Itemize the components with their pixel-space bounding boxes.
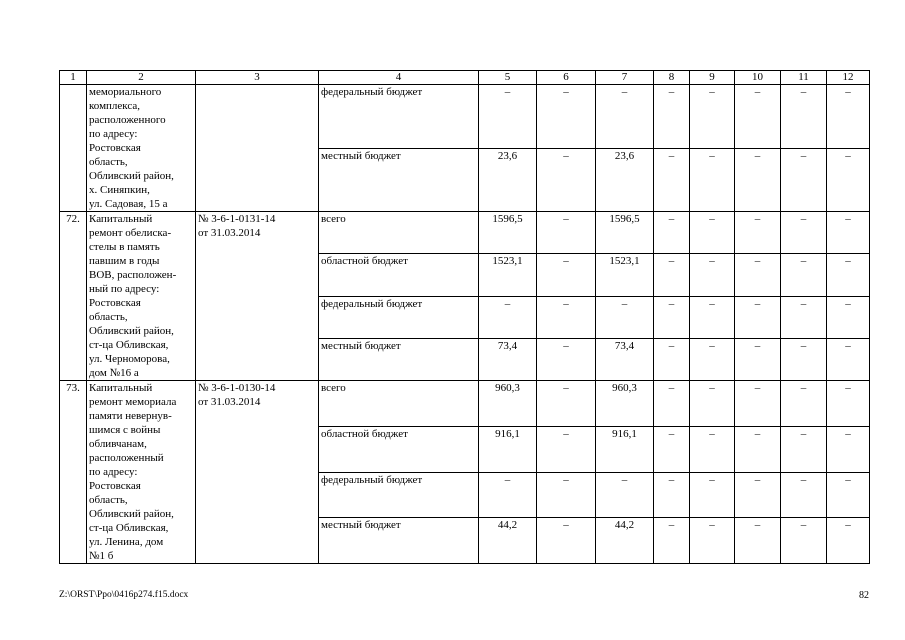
funding-source-label: федеральный бюджет bbox=[319, 296, 479, 338]
amount-cell: – bbox=[827, 254, 870, 296]
amount-cell: – bbox=[654, 148, 690, 212]
column-number-12: 12 bbox=[827, 71, 870, 85]
amount-cell: – bbox=[735, 381, 781, 427]
amount-cell: 916,1 bbox=[596, 426, 654, 472]
funding-source-label: местный бюджет bbox=[319, 148, 479, 212]
amount-cell: – bbox=[690, 148, 735, 212]
amount-cell: – bbox=[827, 381, 870, 427]
amount-cell: – bbox=[735, 254, 781, 296]
amount-cell: – bbox=[537, 426, 596, 472]
amount-cell: – bbox=[827, 296, 870, 338]
funding-source-label: федеральный бюджет bbox=[319, 472, 479, 518]
column-number-7: 7 bbox=[596, 71, 654, 85]
column-number-6: 6 bbox=[537, 71, 596, 85]
amount-cell: 1596,5 bbox=[596, 212, 654, 254]
amount-cell: – bbox=[827, 212, 870, 254]
amount-cell: 73,4 bbox=[479, 338, 537, 380]
amount-cell: – bbox=[690, 338, 735, 380]
column-number-9: 9 bbox=[690, 71, 735, 85]
amount-cell: – bbox=[781, 212, 827, 254]
table-body bbox=[60, 71, 870, 564]
column-number-10: 10 bbox=[735, 71, 781, 85]
amount-cell: – bbox=[690, 381, 735, 427]
amount-cell: – bbox=[690, 85, 735, 149]
amount-cell: – bbox=[690, 426, 735, 472]
amount-cell: – bbox=[537, 472, 596, 518]
amount-cell: – bbox=[781, 518, 827, 564]
amount-cell: – bbox=[537, 85, 596, 149]
amount-cell: – bbox=[781, 381, 827, 427]
amount-cell: – bbox=[654, 212, 690, 254]
amount-cell: 1596,5 bbox=[479, 212, 537, 254]
funding-source-label: федеральный бюджет bbox=[319, 85, 479, 149]
amount-cell: – bbox=[654, 254, 690, 296]
amount-cell: – bbox=[537, 338, 596, 380]
amount-cell: – bbox=[654, 338, 690, 380]
column-number-1: 1 bbox=[60, 71, 87, 85]
amount-cell: – bbox=[827, 472, 870, 518]
amount-cell: 916,1 bbox=[479, 426, 537, 472]
amount-cell: – bbox=[781, 296, 827, 338]
amount-cell: – bbox=[735, 212, 781, 254]
amount-cell: 44,2 bbox=[479, 518, 537, 564]
amount-cell: – bbox=[537, 518, 596, 564]
amount-cell: – bbox=[537, 148, 596, 212]
column-number-2: 2 bbox=[87, 71, 196, 85]
amount-cell: – bbox=[690, 472, 735, 518]
amount-cell: – bbox=[537, 212, 596, 254]
amount-cell: – bbox=[537, 254, 596, 296]
document-reference: № 3-6-1-0130-14 от 31.03.2014 bbox=[196, 381, 319, 564]
object-description: мемориального комплекса, расположенного по адресу: Ростовская область, Обливский район, х. Синяпкин, ул. Садовая, 15 а bbox=[87, 85, 196, 212]
funding-source-label: областной бюджет bbox=[319, 426, 479, 472]
amount-cell: 73,4 bbox=[596, 338, 654, 380]
document-reference: № 3-6-1-0131-14 от 31.03.2014 bbox=[196, 212, 319, 381]
amount-cell: – bbox=[827, 85, 870, 149]
amount-cell: – bbox=[537, 381, 596, 427]
amount-cell: 44,2 bbox=[596, 518, 654, 564]
amount-cell: – bbox=[735, 296, 781, 338]
object-description: Капитальный ремонт обелиска- стелы в память павшим в годы ВОВ, расположен- ный по адресу: Ростовская область, Обливский район, ст-ца Обливская, ул. Черноморова, дом №16 а bbox=[87, 212, 196, 381]
amount-cell: – bbox=[537, 296, 596, 338]
amount-cell: – bbox=[827, 338, 870, 380]
funding-source-label: всего bbox=[319, 381, 479, 427]
amount-cell: – bbox=[735, 85, 781, 149]
amount-cell: – bbox=[690, 518, 735, 564]
table-row bbox=[60, 381, 870, 427]
budget-table bbox=[59, 70, 870, 564]
amount-cell: – bbox=[735, 148, 781, 212]
table-row bbox=[60, 212, 870, 254]
amount-cell: – bbox=[654, 296, 690, 338]
page-number: 82 bbox=[859, 590, 869, 601]
amount-cell: – bbox=[654, 518, 690, 564]
object-description: Капитальный ремонт мемориала памяти невернув- шимся с войны обливчанам, расположенный по адресу: Ростовская область, Обливский район, ст-ца Обливская, ул. Ленина, дом №1 б bbox=[87, 381, 196, 564]
amount-cell: – bbox=[596, 296, 654, 338]
funding-source-label: местный бюджет bbox=[319, 518, 479, 564]
amount-cell: – bbox=[690, 254, 735, 296]
amount-cell: 1523,1 bbox=[479, 254, 537, 296]
funding-source-label: областной бюджет bbox=[319, 254, 479, 296]
amount-cell: – bbox=[781, 472, 827, 518]
column-number-3: 3 bbox=[196, 71, 319, 85]
amount-cell: – bbox=[735, 518, 781, 564]
column-number-4: 4 bbox=[319, 71, 479, 85]
document-reference bbox=[196, 85, 319, 212]
amount-cell: – bbox=[654, 381, 690, 427]
amount-cell: – bbox=[735, 338, 781, 380]
item-number bbox=[60, 85, 87, 212]
amount-cell: – bbox=[654, 472, 690, 518]
amount-cell: – bbox=[690, 296, 735, 338]
amount-cell: 960,3 bbox=[479, 381, 537, 427]
amount-cell: – bbox=[479, 296, 537, 338]
amount-cell: – bbox=[827, 426, 870, 472]
item-number: 72. bbox=[60, 212, 87, 381]
amount-cell: 23,6 bbox=[479, 148, 537, 212]
column-number-5: 5 bbox=[479, 71, 537, 85]
amount-cell: – bbox=[596, 472, 654, 518]
funding-source-label: местный бюджет bbox=[319, 338, 479, 380]
amount-cell: – bbox=[781, 338, 827, 380]
amount-cell: 1523,1 bbox=[596, 254, 654, 296]
amount-cell: – bbox=[781, 148, 827, 212]
amount-cell: – bbox=[781, 254, 827, 296]
amount-cell: – bbox=[735, 426, 781, 472]
amount-cell: – bbox=[827, 518, 870, 564]
amount-cell: – bbox=[479, 472, 537, 518]
amount-cell: – bbox=[596, 85, 654, 149]
amount-cell: 960,3 bbox=[596, 381, 654, 427]
table-row bbox=[60, 85, 870, 149]
amount-cell: – bbox=[654, 85, 690, 149]
amount-cell: 23,6 bbox=[596, 148, 654, 212]
amount-cell: – bbox=[479, 85, 537, 149]
amount-cell: – bbox=[781, 85, 827, 149]
funding-source-label: всего bbox=[319, 212, 479, 254]
amount-cell: – bbox=[781, 426, 827, 472]
file-path: Z:\ORST\Ppo\0416p274.f15.docx bbox=[59, 590, 189, 600]
column-number-8: 8 bbox=[654, 71, 690, 85]
column-number-row bbox=[60, 71, 870, 85]
item-number: 73. bbox=[60, 381, 87, 564]
column-number-11: 11 bbox=[781, 71, 827, 85]
amount-cell: – bbox=[827, 148, 870, 212]
amount-cell: – bbox=[735, 472, 781, 518]
amount-cell: – bbox=[654, 426, 690, 472]
amount-cell: – bbox=[690, 212, 735, 254]
